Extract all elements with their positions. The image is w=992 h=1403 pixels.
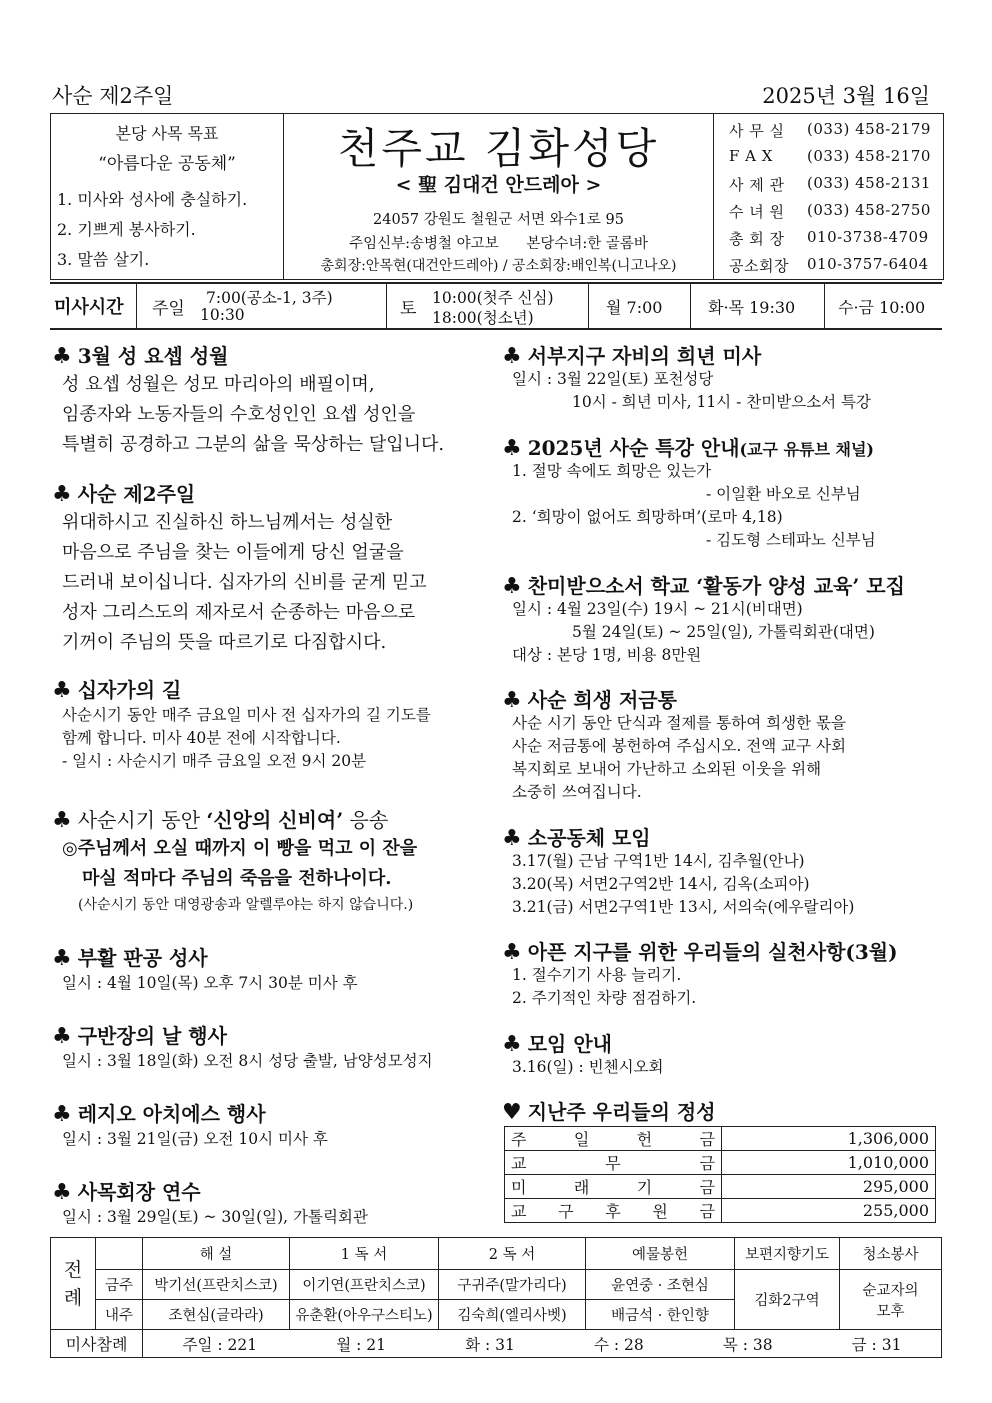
contact-label: 총 회 장 <box>729 230 785 248</box>
col-header: 2 독 서 <box>439 1238 586 1270</box>
section-body: 2. ‘희망이 없어도 희망하며’(로마 4,18) <box>512 508 783 526</box>
section-body: 1. 절수기기 사용 늘리기. 2. 주기적인 차량 점검하기. <box>512 966 697 1007</box>
week-title: 사순 제2주일 <box>52 84 174 108</box>
wed-fri-mass: 수·금 10:00 <box>838 297 926 317</box>
section-title: ♣ 십자가의 길 <box>52 677 182 703</box>
offerings-table <box>504 1126 936 1223</box>
attendance-count: 주일 : 221 <box>182 1335 258 1354</box>
club-icon: ♣ <box>52 1179 72 1205</box>
attendance-count: 수 : 28 <box>593 1335 644 1354</box>
section-body: 3.17(월) 근남 구역1반 14시, 김추월(안나) 3.20(목) 서면2구역2반 14시, 김옥(소피아) 3.21(금) 서면2구역1반 13시, 서의숙(에우랄리아) <box>512 852 855 916</box>
section-title: ♣ 구반장의 날 행사 <box>52 1023 227 1049</box>
prayer-group: 김화2구역 <box>735 1270 840 1330</box>
contact-value: 010-3757-6404 <box>807 255 929 273</box>
sunday-mass-2: 10:30 <box>200 306 245 324</box>
contact-value: (033) 458-2750 <box>807 201 931 219</box>
section-title: ♣ 모임 안내 <box>502 1031 612 1057</box>
contact-label: F A X <box>729 147 773 165</box>
saturday-mass-1: 10:00(첫주 신심) <box>432 289 554 307</box>
club-icon: ♣ <box>502 573 522 599</box>
table-row: 내주 조현심(글라라) 유춘환(아우구스티노) 김숙희(엘리사벳) 배금석 · 한인향 <box>51 1300 942 1330</box>
contact-label: 사 무 실 <box>729 122 785 140</box>
section-body: 5월 24일(토) ~ 25일(일), 가톨릭회관(대면) <box>572 623 875 641</box>
section-body: 10시 - 희년 미사, 11시 - 찬미받으소서 특강 <box>572 393 871 411</box>
section-body: 1. 절망 속에도 희망은 있는가 <box>512 462 712 480</box>
header-box <box>50 113 944 280</box>
section-body: 일시 : 4월 10일(목) 오후 7시 30분 미사 후 <box>62 974 358 992</box>
col-header: 예물봉헌 <box>586 1238 735 1270</box>
section-body: 일시 : 3월 22일(토) 포천성당 <box>512 370 714 388</box>
col-header: 청소봉사 <box>840 1238 942 1270</box>
section-title: ♣ 사목회장 연수 <box>52 1179 201 1205</box>
section-body: 일시 : 4월 23일(수) 19시 ~ 21시(비대면) <box>512 600 803 618</box>
contact-value: (033) 458-2179 <box>807 120 931 138</box>
section-title: ♣ 3월 성 요셉 성월 <box>52 343 229 369</box>
acclamation-line: 마실 적마다 주님의 죽음을 전하나이다. <box>82 868 392 889</box>
mass-times-label: 미사시간 <box>54 297 124 318</box>
table-row: 금주 박기선(프란치스코) 이기연(프란치스코) 구귀주(말가리다) 윤연중 · 조현심 김화2구역 순교자의 모후 <box>51 1270 942 1300</box>
goal-item: 1. 미사와 성사에 충실하기. <box>57 190 248 209</box>
table-row: 교 무 금 1,010,000 <box>505 1151 936 1175</box>
bulletin-date: 2025년 3월 16일 <box>762 84 930 108</box>
table-row: 미 래 기 금 295,000 <box>505 1175 936 1199</box>
church-name: 천주교 김화성당 <box>337 124 660 173</box>
cleaning-group: 순교자의 모후 <box>840 1270 942 1330</box>
council-line: 총회장:안목현(대건안드레아) / 공소회장:배인복(니고나오) <box>320 258 677 274</box>
heart-icon: ♥ <box>502 1099 522 1125</box>
monday-mass: 월 7:00 <box>606 297 663 317</box>
liturgy-side-label: 전 례 <box>51 1238 96 1330</box>
club-icon: ♣ <box>52 343 72 369</box>
section-title: ♣ 사순 희생 저금통 <box>502 687 677 713</box>
section-title: ♥ 지난주 우리들의 정성 <box>502 1099 716 1125</box>
section-body: 사순 시기 동안 단식과 절제를 통하여 희생한 몫을 사순 저금통에 봉헌하여 주십시오. 전액 교구 사회 복지회로 보내어 가난하고 소외된 이웃을 위해 소중히 쓰여집니다. <box>512 714 846 801</box>
goal-item: 3. 말씀 살기. <box>57 250 150 269</box>
mass-times-bar <box>50 282 942 330</box>
liturgy-table <box>50 1237 942 1358</box>
patron-saint: < 聖 김대건 안드레아 > <box>395 174 602 196</box>
club-icon: ♣ <box>52 481 72 507</box>
priest-line: 주임신부:송병철 야고보 본당수녀:한 골롬바 <box>349 236 648 252</box>
section-body: 일시 : 3월 21일(금) 오전 10시 미사 후 <box>62 1130 328 1148</box>
contact-label: 공소회장 <box>729 257 789 275</box>
section-body: - 김도형 스테파노 신부님 <box>706 531 876 549</box>
club-icon: ♣ <box>502 687 522 713</box>
club-icon: ♣ <box>502 825 522 851</box>
saturday-mass-2: 18:00(청소년) <box>432 309 534 327</box>
section-body: 사순시기 동안 매주 금요일 미사 전 십자가의 길 기도를 함께 합니다. 미사 40분 전에 시작합니다. - 일시 : 사순시기 매주 금요일 오전 9시 20분 <box>62 706 431 770</box>
section-title: ♣ 아픈 지구를 위한 우리들의 실천사항(3월) <box>502 939 898 965</box>
club-icon: ♣ <box>52 808 72 833</box>
section-body: 일시 : 3월 18일(화) 오전 8시 성당 출발, 남양성모성지 <box>62 1052 433 1070</box>
club-icon: ♣ <box>502 1031 522 1057</box>
saturday-label: 토 <box>400 298 417 319</box>
attendance-count: 목 : 38 <box>722 1335 773 1354</box>
club-icon: ♣ <box>52 677 72 703</box>
section-title: ♣ 서부지구 자비의 희년 미사 <box>502 343 762 369</box>
section-body: 위대하시고 진실하신 하느님께서는 성실한 마음으로 주님을 찾는 이들에게 당신 얼굴을 드러내 보이십니다. 십자가의 신비를 굳게 믿고 성자 그리스도의 제자로서 순종하는 마음으로 기꺼이 주님의 뜻을 따르기로 다짐합시다. <box>62 512 427 653</box>
section-title: ♣ 부활 판공 성사 <box>52 945 208 971</box>
contact-value: (033) 458-2131 <box>807 174 931 192</box>
section-title: ♣ 찬미받으소서 학교 ‘활동가 양성 교육’ 모집 <box>502 573 905 599</box>
table-row: 주 일 헌 금 1,306,000 <box>505 1127 936 1151</box>
acclamation-line: ◎주님께서 오실 때까지 이 빵을 먹고 이 잔을 <box>62 838 418 859</box>
attendance-count: 금 : 31 <box>851 1335 902 1354</box>
section-body: 성 요셉 성월은 성모 마리아의 배필이며, 임종자와 노동자들의 수호성인인 요셉 성인을 특별히 공경하고 그분의 삶을 묵상하는 달입니다. <box>62 374 445 455</box>
col-header: 해 설 <box>143 1238 290 1270</box>
goal-title: 본당 사목 목표 <box>115 124 219 143</box>
section-body: 대상 : 본당 1명, 비용 8만원 <box>512 646 702 664</box>
church-address: 24057 강원도 철원군 서면 와수1로 95 <box>373 212 624 228</box>
goal-item: 2. 기쁘게 봉사하기. <box>57 220 196 239</box>
col-header: 1 독 서 <box>290 1238 439 1270</box>
col-header: 보편지향기도 <box>735 1238 840 1270</box>
section-body: - 이일환 바오로 신부님 <box>706 485 861 503</box>
section-body: 3.16(일) : 빈첸시오회 <box>512 1058 664 1076</box>
sunday-label: 주일 <box>152 298 185 319</box>
club-icon: ♣ <box>52 1101 72 1127</box>
contact-label: 수 녀 원 <box>729 203 785 221</box>
club-icon: ♣ <box>502 343 522 369</box>
contact-label: 사 제 관 <box>729 176 785 194</box>
section-title: ♣ 2025년 사순 특강 안내(교구 유튜브 채널) <box>502 435 875 461</box>
acclamation-note: (사순시기 동안 대영광송과 알렐루야는 하지 않습니다.) <box>78 897 414 913</box>
section-title: ♣ 사순 제2주일 <box>52 481 196 507</box>
section-body: 일시 : 3월 29일(토) ~ 30일(일), 가톨릭회관 <box>62 1208 368 1226</box>
section-title: ♣ 사순시기 동안 ‘신앙의 신비여’ 응송 <box>52 808 389 833</box>
club-icon: ♣ <box>502 939 522 965</box>
tue-thu-mass: 화·목 19:30 <box>708 297 796 317</box>
contact-value: (033) 458-2170 <box>807 147 931 165</box>
attendance-count: 화 : 31 <box>465 1335 515 1354</box>
goal-motto: “아름다운 공동체” <box>98 154 236 174</box>
attendance-row: 미사참례 주일 : 221 월 : 21 화 : 31 수 : 28 목 : 38 금 : 31 <box>51 1330 942 1358</box>
contact-value: 010-3738-4709 <box>807 228 929 246</box>
section-title: ♣ 소공동체 모임 <box>502 825 651 851</box>
section-title: ♣ 레지오 아치에스 행사 <box>52 1101 266 1127</box>
attendance-count: 월 : 21 <box>336 1335 386 1354</box>
club-icon: ♣ <box>502 435 522 461</box>
club-icon: ♣ <box>52 1023 72 1049</box>
club-icon: ♣ <box>52 945 72 971</box>
table-row: 교 구 후 원 금 255,000 <box>505 1199 936 1223</box>
sunday-mass-1: 7:00(공소-1, 3주) <box>206 289 333 307</box>
